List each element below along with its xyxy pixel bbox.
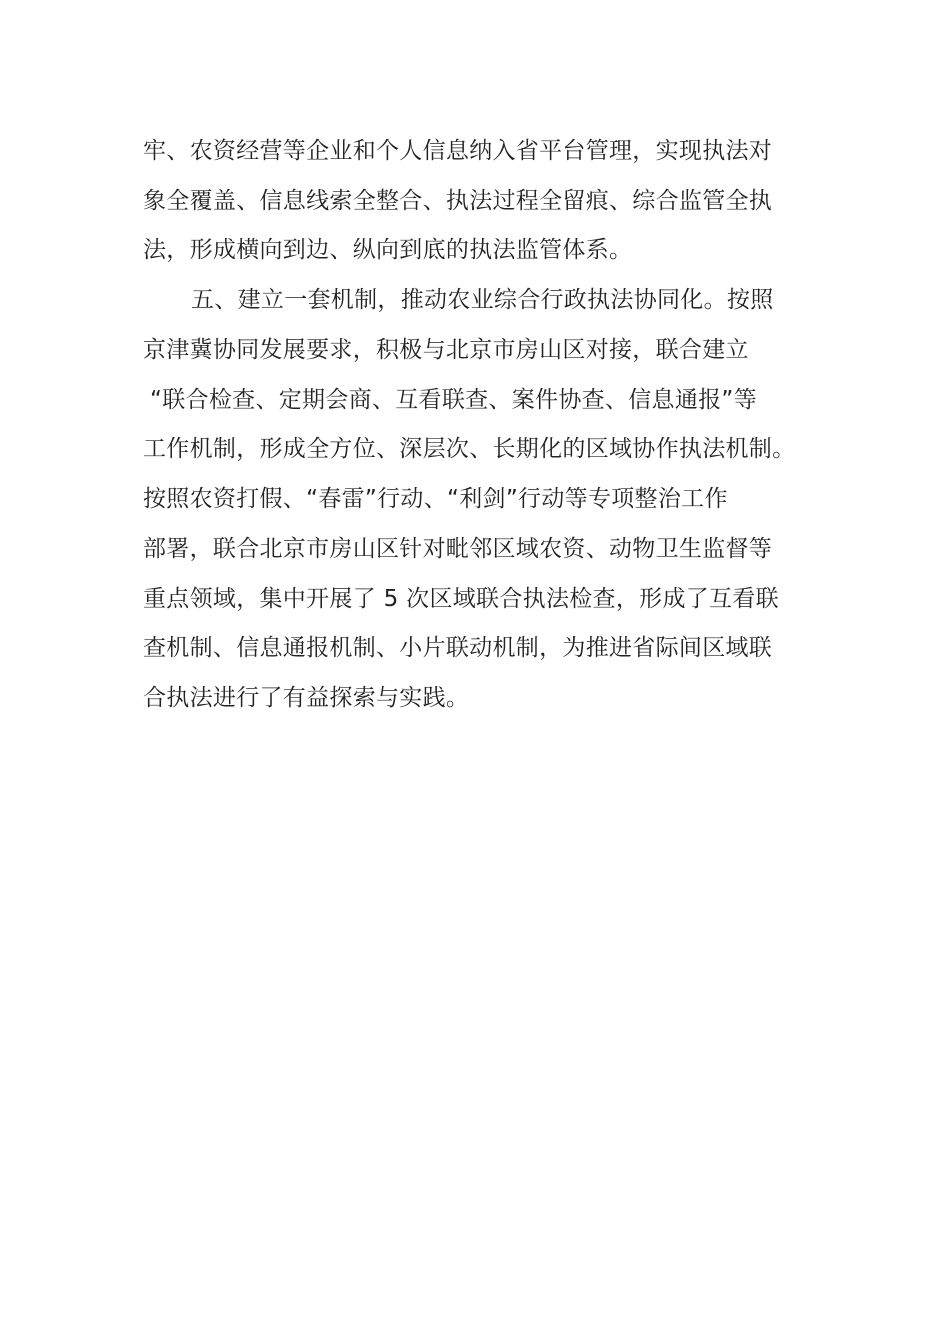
body-text-line: 工作机制，形成全方位、深层次、长期化的区域协作执法机制。 xyxy=(143,436,796,462)
body-text-line: 部署，联合北京市房山区针对毗邻区域农资、动物卫生监督等 xyxy=(143,536,773,562)
body-text-line: 牢、农资经营等企业和个人信息纳入省平台管理，实现执法对 xyxy=(143,138,773,164)
body-text-line: 查机制、信息通报机制、小片联动机制，为推进省际间区域联 xyxy=(143,635,773,661)
body-text-line: 合执法进行了有益探索与实践。 xyxy=(143,685,470,711)
body-text-line: 按照农资打假、“春雷”行动、“利剑”行动等专项整治工作 xyxy=(143,486,728,512)
body-text-line: “联合检查、定期会商、互看联查、案件协查、信息通报”等 xyxy=(150,387,757,413)
body-text-line: 法，形成横向到边、纵向到底的执法监管体系。 xyxy=(143,237,633,263)
body-text-line: 重点领域，集中开展了 5 次区域联合执法检查，形成了互看联 xyxy=(143,586,779,612)
body-text-line: 京津冀协同发展要求，积极与北京市房山区对接，联合建立 xyxy=(143,337,749,363)
body-text-line: 象全覆盖、信息线索全整合、执法过程全留痕、综合监管全执 xyxy=(143,188,773,214)
section-heading-line: 五、建立一套机制，推动农业综合行政执法协同化。按照 xyxy=(191,287,774,313)
